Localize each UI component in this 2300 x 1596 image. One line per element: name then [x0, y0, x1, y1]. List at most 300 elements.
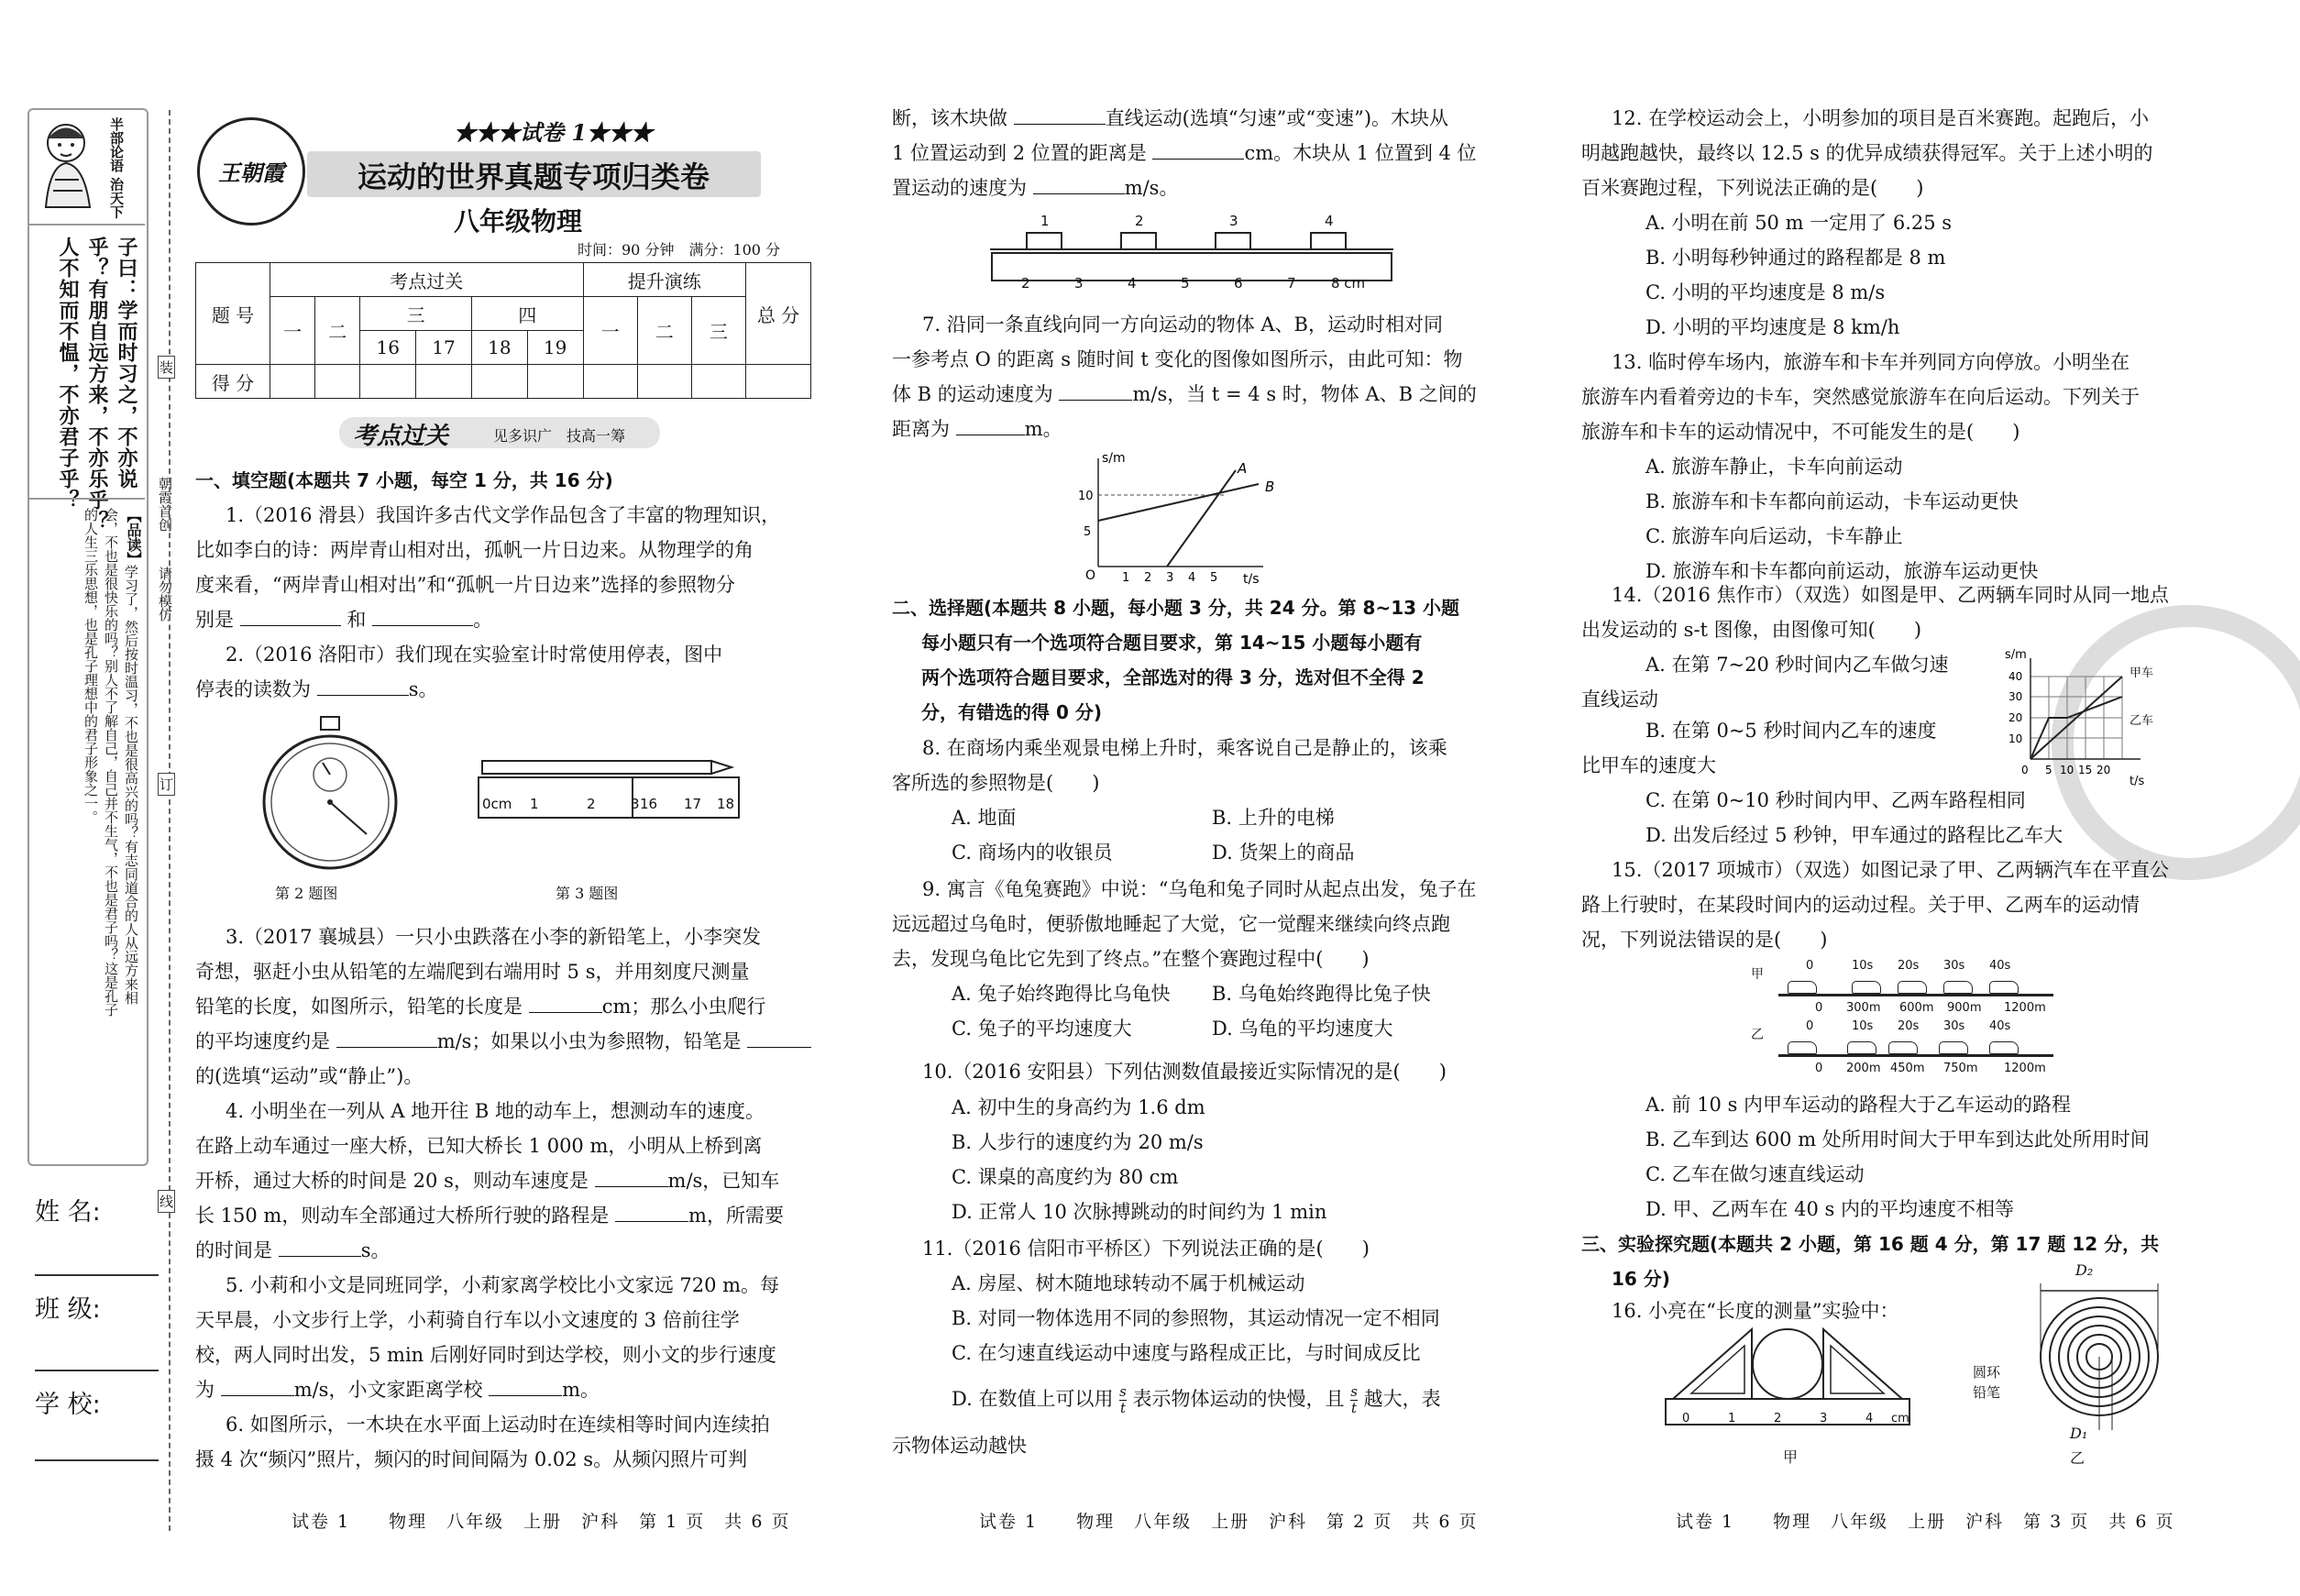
page-subtitle: 八年级物理: [454, 206, 583, 237]
col-a-2: 二: [315, 297, 360, 365]
graph14-xtick: 10: [2060, 764, 2074, 776]
field-class-label: 班 级:: [35, 1295, 101, 1324]
q13-line1: 13. 临时停车场内，旅游车和卡车并列同方向停放。小明坐在: [1612, 351, 2130, 373]
q5-blank-2[interactable]: [489, 1375, 562, 1396]
q7-line3: [892, 377, 1477, 412]
graph14-ytick: 40: [2008, 670, 2023, 683]
page-title: 运动的世界真题专项归类卷: [358, 160, 710, 194]
q14-option-a[interactable]: A. 在第 7~20 秒时间内乙车做匀速: [1645, 654, 1949, 676]
q6b-text: 1 位置运动到 2 位置的距离是: [892, 142, 1147, 164]
footer-page-1: 试卷 1 物理 八年级 上册 沪科 第 1 页 共 6 页: [292, 1512, 791, 1532]
q2-line1: 2.（2016 洛阳市）我们现在实验室计时常使用停表，图中: [226, 644, 723, 666]
q14-option-b[interactable]: B. 在第 0~5 秒时间内乙车的速度: [1645, 720, 1937, 742]
fig15-road-1: [1778, 994, 2053, 996]
flash-block-number: 3: [1229, 213, 1238, 229]
graph7-ytick: 5: [1084, 525, 1092, 539]
q16-pencil-label: 铅笔: [1973, 1384, 2001, 1401]
fig15-dist-2: [1751, 1062, 2063, 1078]
q6b-text: 断，该木块做: [892, 107, 1007, 129]
q4-line4: [195, 1198, 784, 1233]
q15-option-d[interactable]: D. 甲、乙两车在 40 s 内的平均速度不相等: [1645, 1198, 2014, 1220]
q3-blank-3[interactable]: [747, 1027, 811, 1048]
q10-option-d[interactable]: D. 正常人 10 次脉搏跳动的时间约为 1 min: [952, 1201, 1327, 1223]
car-icon: [1888, 1041, 1918, 1054]
q16-jia-caption: 甲: [1783, 1448, 1799, 1466]
q8-option-d[interactable]: D. 货架上的商品: [1212, 842, 1355, 864]
car-icon: [1898, 981, 1927, 994]
q16-ring-label: 圆环: [1973, 1364, 2001, 1381]
fig15-time-label: 30s: [1943, 959, 1965, 973]
q16-ruler-tick: 4: [1865, 1412, 1874, 1425]
graph7-ylabel: s/m: [1102, 451, 1126, 466]
q16-ruler-tick: 3: [1820, 1412, 1828, 1425]
binding-mark-xian: 线: [158, 1190, 175, 1213]
q15-line2: 路上行驶时，在某段时间内的运动过程。关于甲、乙两车的运动情: [1581, 894, 2140, 916]
q1-blank-1[interactable]: [240, 605, 341, 626]
binding-line: [169, 110, 171, 1531]
q1-text: 和: [347, 609, 367, 631]
flash-block-number: 1: [1040, 213, 1050, 229]
fig15-distance-label: 450m: [1890, 1062, 1925, 1075]
q14-option-b-cont: 比甲车的速度大: [1581, 754, 1716, 776]
q8-option-b[interactable]: B. 上升的电梯: [1212, 807, 1335, 829]
q9-line3: 去，发现乌龟比它先到了终点。”在整个赛跑过程中( ): [892, 948, 1370, 970]
q13-option-d[interactable]: D. 旅游车和卡车都向前运动，旅游车运动更快: [1645, 560, 2039, 582]
ruler-tick-label: 0cm: [482, 796, 512, 812]
q7-blank-1[interactable]: [1059, 380, 1132, 401]
q13-option-a[interactable]: A. 旅游车静止，卡车向前运动: [1645, 456, 1903, 478]
fig15-time-label: 0: [1806, 1019, 1814, 1033]
ruler-tick-label: 3: [631, 796, 640, 812]
flash-ruler-labels: [990, 275, 1393, 295]
q7-text: 体 B 的运动速度为: [892, 383, 1053, 405]
ruler-tick-label: 16: [640, 796, 658, 812]
sidebar: [28, 108, 147, 1172]
score-cell[interactable]: [527, 365, 583, 399]
q4-text: m/s，已知车: [667, 1170, 780, 1192]
ruler-tick-label: 2: [587, 796, 596, 812]
ruler-tick-label: 1: [530, 796, 539, 812]
section-2-heading-4: 分，有错选的得 0 分): [921, 701, 1102, 723]
q12-option-a[interactable]: A. 小明在前 50 m 一定用了 6.25 s: [1645, 212, 1953, 234]
q10-option-b[interactable]: B. 人步行的速度约为 20 m/s: [952, 1131, 1204, 1153]
fig15-distance-label: 600m: [1899, 1001, 1934, 1015]
section-2-heading-3: 两个选项符合题目要求，全部选对的得 3 分，选对但不全得 2: [921, 666, 1425, 688]
q6b-blank-3[interactable]: [1033, 173, 1125, 194]
q13-line3: 旅游车和卡车的运动情况中，不可能发生的是( ): [1581, 421, 2020, 443]
q6b-line2: [892, 136, 1477, 171]
score-cell[interactable]: [360, 365, 416, 399]
sidebar-divider: [28, 224, 145, 226]
flash-ruler-tick: 6: [1234, 275, 1243, 292]
score-cell[interactable]: [637, 365, 691, 399]
fig15-distance-label: 300m: [1846, 1001, 1881, 1015]
graph7-ytick: 10: [1078, 490, 1094, 503]
pindu-col-3: 的人生三乐思想，也是孔子理想中的君子形象之一。: [83, 508, 99, 824]
q15-option-a[interactable]: A. 前 10 s 内甲车运动的路程大于乙车运动的路程: [1645, 1094, 2072, 1116]
q5-line3: 校，两人同时出发，5 min 后刚好同时到达学校，则小文的步行速度: [195, 1344, 776, 1366]
q11-stem: 11.（2016 信阳市平桥区）下列说法正确的是( ): [922, 1238, 1370, 1260]
fig15-time-label: 40s: [1989, 1019, 2011, 1033]
q3-text: cm；那么小虫爬行: [601, 996, 766, 1018]
q15-option-c[interactable]: C. 乙车在做匀速直线运动: [1645, 1163, 1865, 1185]
q13-line2: 旅游车内看着旁边的卡车，突然感觉旅游车在向后运动。下列关于: [1581, 386, 2140, 408]
q12-option-d[interactable]: D. 小明的平均速度是 8 km/h: [1645, 316, 1900, 338]
q4-text: 开桥，通过大桥的时间是 20 s，则动车速度是: [195, 1170, 589, 1192]
q4-line3: [195, 1163, 779, 1198]
q13-option-c[interactable]: C. 旅游车向后运动，卡车静止: [1645, 525, 1903, 547]
q5-text: m/s，小文家距离学校: [293, 1379, 483, 1401]
q4-line1: 4. 小明坐在一列从 A 地开往 B 地的动车上，想测动车的速度。: [226, 1100, 765, 1122]
col-b-3: 三: [691, 297, 745, 365]
sidebar-tag: 半部论语 治天下: [108, 117, 125, 219]
q7-text: m/s，当 t = 4 s 时，物体 A、B 之间的: [1132, 383, 1477, 405]
q7-blank-2[interactable]: [956, 414, 1025, 435]
section-1-heading: 一、填空题(本题共 7 小题，每空 1 分，共 16 分): [195, 469, 613, 491]
graph7-xtick: 1: [1122, 571, 1130, 585]
binding-mark-ding: 订: [158, 773, 175, 796]
q1-line2: 比如李白的诗：两岸青山相对出，孤帆一片日边来。从物理学的角: [195, 539, 754, 561]
q16-ruler-tick: 2: [1774, 1412, 1782, 1425]
fig15-distance-label: 200m: [1846, 1062, 1881, 1075]
graph-q7: [1071, 447, 1291, 585]
field-class[interactable]: [35, 1289, 159, 1371]
q12-line3: 百米赛跑过程，下列说法正确的是( ): [1581, 177, 1924, 199]
fig15-car1-label: 甲: [1751, 967, 1764, 982]
q11-option-a[interactable]: A. 房屋、树木随地球转动不属于机械运动: [952, 1272, 1305, 1294]
graph14-xtick: 5: [2045, 764, 2052, 776]
fig15-time-label: 20s: [1898, 1019, 1920, 1033]
fig15-distance-label: 0: [1815, 1062, 1823, 1075]
q5-text: m。: [562, 1379, 600, 1401]
q3-line4: [195, 1024, 811, 1059]
graph7-xtick: 2: [1144, 571, 1152, 585]
score-cell[interactable]: [416, 365, 472, 399]
score-cell[interactable]: [270, 365, 315, 399]
q2-line2: [195, 672, 437, 707]
sub-col-17: 17: [416, 331, 472, 365]
q14-option-d[interactable]: D. 出发后经过 5 秒钟，甲车通过的路程比乙车大: [1645, 824, 2063, 846]
q10-option-a[interactable]: A. 初中生的身高约为 1.6 dm: [952, 1096, 1205, 1118]
q16-yi-caption: 乙: [2070, 1449, 2085, 1467]
graph7-origin: O: [1085, 568, 1096, 583]
q16-ruler-labels: [1664, 1412, 1911, 1430]
q8-option-c[interactable]: C. 商场内的收银员: [952, 842, 1113, 864]
q11d-text: 越大，表: [1363, 1388, 1441, 1410]
footer-page-3: 试卷 1 物理 八年级 上册 沪科 第 3 页 共 6 页: [1676, 1512, 2175, 1532]
car-icon: [1989, 981, 2019, 994]
q16-figure-yi: [2017, 1274, 2182, 1448]
q16-figure-jia: [1664, 1320, 1911, 1467]
q6b-text: 直线运动(选填“匀速”或“变速”)。木块从: [1105, 107, 1449, 129]
q2-text: s。: [408, 678, 438, 700]
graph14-xtick: 20: [2096, 764, 2111, 776]
q3-line5: 的(选填“运动”或“静止”)。: [195, 1065, 424, 1087]
group-kaodian: 考点过关: [270, 263, 584, 297]
q6b-text: m/s。: [1124, 177, 1179, 199]
q1-line3: 度来看，“两岸青山相对出”和“孤帆一片日边来”选择的参照物分: [195, 574, 735, 596]
q1-line4: [195, 602, 492, 637]
q9-line1: 9. 寓言《龟兔赛跑》中说：“乌龟和兔子同时从起点出发，兔子在: [922, 878, 1477, 900]
q9-option-a[interactable]: A. 兔子始终跑得比乌龟快: [952, 983, 1171, 1005]
total-header: 总 分: [746, 263, 811, 365]
q3-blank-1[interactable]: [529, 992, 602, 1013]
q3-blank-2[interactable]: [336, 1027, 437, 1048]
col-b-1: 一: [583, 297, 637, 365]
fig15-road-2: [1778, 1054, 2053, 1057]
q7-line1: 7. 沿同一条直线向同一方向运动的物体 A、B，运动时相对同: [922, 314, 1443, 336]
graph14-ytick: 30: [2008, 690, 2023, 703]
q11-option-d[interactable]: [952, 1381, 1441, 1416]
q16-ruler-tick: cm: [1891, 1412, 1909, 1425]
field-school[interactable]: [35, 1384, 159, 1461]
banner-title: 考点过关: [353, 423, 449, 450]
fig2-caption: 第 2 题图: [275, 885, 338, 902]
quote-col-2: 乎？有朋自远方来，不亦乐乎？: [85, 237, 108, 532]
graph14-ylabel: s/m: [2005, 648, 2027, 662]
fig15-time-label: 20s: [1898, 959, 1920, 973]
flash-block-labels: [990, 213, 1393, 233]
ruler-tick-label: 17: [684, 796, 702, 812]
q14-line2: 出发运动的 s-t 图像，由图像可知( ): [1581, 619, 1922, 641]
q7-line2: 一参考点 O 的距离 s 随时间 t 变化的图像如图所示，由此可知：物: [892, 348, 1463, 370]
q15-line3: 况，下列说法错误的是( ): [1581, 929, 1828, 951]
graph7-xtick: 4: [1188, 571, 1196, 585]
fig15-time-label: 10s: [1852, 1019, 1874, 1033]
flash-ruler-tick: 7: [1287, 275, 1296, 292]
q8-line1: 8. 在商场内乘坐观景电梯上升时，乘客说自己是静止的，该乘: [922, 737, 1447, 759]
sidebar-divider: [28, 498, 145, 500]
car-icon: [1847, 1041, 1876, 1054]
copyright-col-2: 请勿模仿: [157, 567, 173, 622]
exam-meta: 时间：90 分钟 满分：100 分: [578, 241, 781, 259]
footer-page-2: 试卷 1 物理 八年级 上册 沪科 第 2 页 共 6 页: [979, 1512, 1479, 1532]
q1-text: 别是: [195, 609, 234, 631]
pindu-col-1: 学习了，然后按时温习，不也是很高兴的吗？有志同道合的人从远方来相: [123, 565, 139, 1005]
q10-stem: 10.（2016 安阳县）下列估测数值最接近实际情况的是( ): [922, 1061, 1447, 1083]
q5-text: 为: [195, 1379, 215, 1401]
graph14-car1: 甲车: [2129, 666, 2154, 680]
q13-option-b[interactable]: B. 旅游车和卡车都向前运动，卡车运动更快: [1645, 490, 2019, 512]
score-table: [195, 262, 811, 399]
fig15-time-label: 10s: [1852, 959, 1874, 973]
car-icon: [1943, 981, 1973, 994]
q4-line5: [195, 1233, 390, 1268]
frac-den: t: [1351, 1400, 1358, 1416]
q12-option-c[interactable]: C. 小明的平均速度是 8 m/s: [1645, 281, 1886, 303]
q11-option-d-cont: 示物体运动越快: [892, 1435, 1027, 1457]
q11-option-b[interactable]: B. 对同一物体选用不同的参照物，其运动情况一定不相同: [952, 1307, 1440, 1329]
group-tisheng: 提升演练: [583, 263, 745, 297]
q8-option-a[interactable]: A. 地面: [952, 807, 1017, 829]
q8-line2: 客所选的参照物是( ): [892, 772, 1100, 794]
q14-option-a-cont: 直线运动: [1581, 688, 1658, 710]
graph14-xtick: 0: [2021, 764, 2029, 776]
q6-line2: 摄 4 次“频闪”照片，频闪的时间间隔为 0.02 s。从频闪照片可判: [195, 1448, 748, 1470]
q12-line1: 12. 在学校运动会上，小明参加的项目是百米赛跑。起跑后，小: [1612, 107, 2150, 129]
field-school-label: 学 校:: [35, 1391, 101, 1419]
quote-col-3: 人不知而不愠，不亦君子乎？: [56, 237, 79, 511]
flash-ruler-tick: 5: [1181, 275, 1190, 292]
flash-ruler-tick: 8 cm: [1331, 275, 1366, 292]
fig15-time-label: 40s: [1989, 959, 2011, 973]
car-icon: [1939, 1041, 1968, 1054]
q16-d1-label: D₁: [2070, 1425, 2088, 1442]
q15-line1: 15.（2017 项城市）（双选）如图记录了甲、乙两辆汽车在平直公: [1612, 859, 2170, 881]
q4-text: 的时间是: [195, 1239, 272, 1261]
copyright-col-1: 朝霞首创: [157, 477, 173, 532]
fig15-distance-label: 0: [1815, 1001, 1823, 1015]
q6b-line3: [892, 171, 1178, 205]
graph7-xlabel: t/s: [1243, 572, 1260, 585]
stopwatch-figure: [248, 715, 413, 871]
graph14-xtick: 15: [2078, 764, 2093, 776]
paper-tag: ★★★试卷 1★★★: [454, 119, 654, 146]
score-cell[interactable]: [471, 365, 527, 399]
q6-line1: 6. 如图所示，一木块在水平面上运动时在连续相等时间内连续拍: [226, 1414, 770, 1436]
q11d-text: 表示物体运动的快慢，且: [1132, 1388, 1345, 1410]
car-icon: [1852, 981, 1881, 994]
frac-den: t: [1119, 1400, 1126, 1416]
section-2-heading-1: 二、选择题(本题共 8 小题，每小题 3 分，共 24 分。第 8~13 小题: [892, 597, 1460, 619]
q7-text: m。: [1024, 418, 1062, 440]
q9-line2: 远远超过乌龟时，便骄傲地睡起了大觉，它一觉醒来继续向终点跑: [892, 913, 1450, 935]
q14-option-c[interactable]: C. 在第 0~10 秒时间内甲、乙两车路程相同: [1645, 789, 2026, 811]
q16-ruler-tick: 0: [1682, 1412, 1690, 1425]
flash-block-number: 4: [1325, 213, 1334, 229]
pindu-col-2: 会，不也是很快乐的吗？别人不了解自己，自己并不生气，不也是君子吗？这是孔子: [103, 508, 119, 1017]
q4-blank-1[interactable]: [595, 1166, 668, 1187]
graph14-car2: 乙车: [2129, 714, 2154, 728]
graph7-line-a: A: [1238, 460, 1248, 477]
q1-blank-2[interactable]: [372, 605, 473, 626]
q4-blank-3[interactable]: [279, 1236, 361, 1257]
q7-line4: [892, 412, 1062, 446]
frac-num: s: [1350, 1383, 1358, 1400]
q3-line3: [195, 989, 765, 1024]
q4-text: 长 150 m，则动车全部通过大桥所行驶的路程是: [195, 1205, 610, 1227]
score-cell[interactable]: [691, 365, 745, 399]
q12-line2: 明越跑越快，最终以 12.5 s 的优异成绩获得冠军。关于上述小明的: [1581, 142, 2153, 164]
q14-line1: 14.（2016 焦作市）（双选）如图是甲、乙两辆车同时从同一地点: [1612, 584, 2170, 606]
confucius-figure: [33, 116, 106, 216]
quote-col-1: 子曰：学而时习之，不亦说: [115, 237, 138, 490]
q3-line1: 3.（2017 襄城县）一只小虫跌落在小李的新铅笔上，小李突发: [226, 926, 762, 948]
flash-ruler-tick: 2: [1021, 275, 1030, 292]
field-name[interactable]: [35, 1192, 159, 1276]
fig15-car2-label: 乙: [1751, 1028, 1764, 1042]
section-2-heading-2: 每小题只有一个选项符合题目要求，第 14~15 小题每小题有: [921, 632, 1423, 654]
q3-line2: 奇想，驱赶小虫从铅笔的左端爬到右端用时 5 s，并用刻度尺测量: [195, 961, 750, 983]
score-label: 得 分: [196, 365, 270, 399]
field-name-label: 姓 名:: [35, 1198, 101, 1227]
ruler-3-labels: [477, 796, 743, 818]
q6b-blank-2[interactable]: [1152, 138, 1244, 160]
q11-option-c[interactable]: C. 在匀速直线运动中速度与路程成正比，与时间成反比: [952, 1342, 1421, 1364]
row-header: 题 号: [196, 263, 270, 365]
graph14-xlabel: t/s: [2129, 775, 2145, 787]
q16-d2-label: D₂: [2075, 1261, 2094, 1279]
flash-block-number: 2: [1135, 213, 1144, 229]
q5-line2: 天早晨，小文步行上学，小莉骑自行车以小文速度的 3 倍前往学: [195, 1309, 740, 1331]
section-3-heading-1: 三、实验探究题(本题共 2 小题，第 16 题 4 分，第 17 题 12 分，共: [1581, 1233, 2160, 1255]
q7-text: 距离为: [892, 418, 950, 440]
graph14-ytick: 20: [2008, 711, 2023, 724]
col-a-1: 一: [270, 297, 315, 365]
q2-text: 停表的读数为: [195, 678, 311, 700]
graph7-xtick: 3: [1166, 571, 1174, 585]
binding-mark-zhuang: 装: [158, 356, 175, 379]
q5-line1: 5. 小莉和小文是同班同学，小莉家离学校比小文家远 720 m。每: [226, 1274, 780, 1296]
fig15-distance-label: 750m: [1943, 1062, 1978, 1075]
fig15-times-top: [1751, 959, 2063, 977]
fig15-distance-label: 900m: [1947, 1001, 1982, 1015]
graph7-line-b: B: [1265, 479, 1275, 495]
score-cell[interactable]: [746, 365, 811, 399]
q1-text: 。: [473, 609, 493, 631]
pindu-label: 【品读】: [125, 508, 142, 567]
q4-blank-2[interactable]: [615, 1201, 688, 1222]
car-icon: [1788, 981, 1817, 994]
flash-ruler-tick: 4: [1128, 275, 1137, 292]
frac-num: s: [1119, 1383, 1127, 1400]
ruler-tick-label: 18: [717, 796, 735, 812]
graph14-ytick: 10: [2008, 732, 2023, 745]
brand-logo: [197, 117, 305, 226]
fig15-dist-1: [1751, 1001, 2063, 1018]
col-si: 四: [471, 297, 583, 331]
q6b-text: 置运动的速度为: [892, 177, 1027, 199]
q2-blank[interactable]: [317, 675, 409, 696]
q6b-text: cm。木块从 1 位置到 4 位: [1244, 142, 1477, 164]
graph-q14: [1994, 640, 2168, 787]
col-b-2: 二: [637, 297, 691, 365]
section-3-heading-2: 16 分): [1612, 1268, 1670, 1290]
fig15-distance-label: 1200m: [2004, 1062, 2046, 1075]
q10-option-c[interactable]: C. 课桌的高度约为 80 cm: [952, 1166, 1179, 1188]
fig15-times-bottom: [1751, 1019, 2063, 1038]
sub-col-19: 19: [527, 331, 583, 365]
q5-blank-1[interactable]: [221, 1375, 294, 1396]
pencil-ruler-figure: [477, 757, 743, 831]
q9-option-c[interactable]: C. 兔子的平均速度大: [952, 1018, 1132, 1040]
q4-text: s。: [360, 1239, 391, 1261]
q11d-text: D. 在数值上可以用: [952, 1388, 1114, 1410]
q15-option-b[interactable]: B. 乙车到达 600 m 处所用时间大于甲车到达此处所用时间: [1645, 1128, 2150, 1150]
q5-line4: [195, 1372, 600, 1407]
q4-text: m，所需要: [688, 1205, 784, 1227]
q9-option-b[interactable]: B. 乌龟始终跑得比兔子快: [1212, 983, 1431, 1005]
fig15-time-label: 0: [1806, 959, 1814, 973]
fig15-distance-label: 1200m: [2004, 1001, 2046, 1015]
sub-col-16: 16: [360, 331, 416, 365]
q12-option-b[interactable]: B. 小明每秒钟通过的路程都是 8 m: [1645, 247, 1946, 269]
score-cell[interactable]: [583, 365, 637, 399]
flash-ruler-tick: 3: [1074, 275, 1084, 292]
fig3-caption: 第 3 题图: [556, 885, 619, 902]
q9-option-d[interactable]: D. 乌龟的平均速度大: [1212, 1018, 1393, 1040]
q6b-blank-1[interactable]: [1014, 104, 1106, 125]
q3-text: m/s；如果以小虫为参照物，铅笔是: [436, 1030, 742, 1052]
q3-text: 的平均速度约是: [195, 1030, 330, 1052]
q16-ruler-tick: 1: [1728, 1412, 1736, 1425]
score-cell[interactable]: [315, 365, 360, 399]
sub-col-18: 18: [471, 331, 527, 365]
q4-line2: 在路上动车通过一座大桥，已知大桥长 1 000 m，小明从上桥到离: [195, 1135, 763, 1157]
q1-line1: 1.（2016 滑县）我国许多古代文学作品包含了丰富的物理知识，: [226, 504, 781, 526]
col-san: 三: [360, 297, 472, 331]
car-icon: [1788, 1041, 1817, 1054]
